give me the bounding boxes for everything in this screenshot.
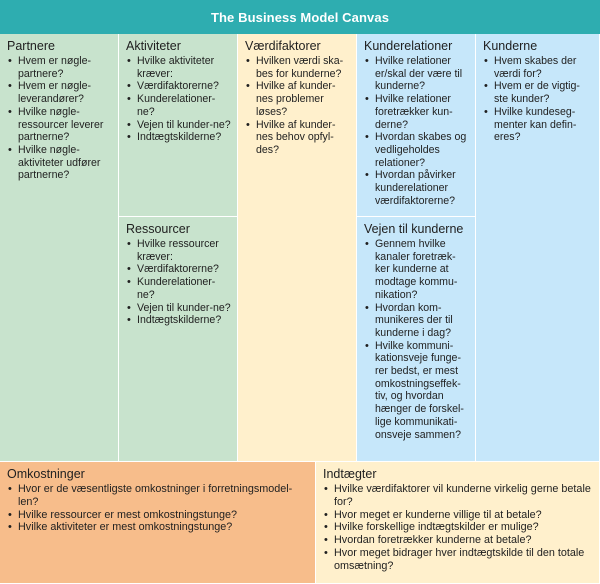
costs-block: [0, 462, 316, 584]
value-item: • Hvilke af kunder-nes problemer løses?: [245, 80, 350, 118]
partners-item: • Hvilke nøgle-ressourcer leverer partnerne?: [7, 106, 112, 144]
resources-item: • Kunderelationer-ne?: [126, 276, 231, 301]
value-item: • Hvilke af kunder-nes behov opfyl-des?: [245, 119, 350, 157]
customers-block: [476, 34, 600, 462]
revenue-item: • Hvor meget er kunderne villige til at betale?: [323, 509, 593, 522]
relations-list: [364, 55, 469, 207]
activities-list: [126, 55, 231, 144]
revenue-item: • Hvor meget bidrager hver indtægtskilde til den totale omsætning?: [323, 547, 593, 573]
relations-item: • Hvilke relationer er/skal der være til kunderne?: [364, 55, 469, 93]
costs-title: Omkostninger: [7, 467, 85, 481]
relations-block: [357, 34, 476, 217]
value-title: Værdifaktorer: [245, 39, 321, 53]
resources-list: [126, 238, 231, 327]
activities-title: Aktiviteter: [126, 39, 181, 53]
partners-block: [0, 34, 119, 462]
costs-item: • Hvilke aktiviteter er mest omkostningstunge?: [7, 521, 309, 534]
relations-item: • Hvordan skabes og vedligeholdes relationer?: [364, 131, 469, 169]
customers-item: • Hvem skabes der værdi for?: [483, 55, 593, 80]
revenue-title: Indtægter: [323, 467, 377, 481]
canvas-title: The Business Model Canvas: [0, 0, 600, 34]
resources-block: [119, 217, 238, 462]
resources-item: • Hvilke ressourcer kræver:: [126, 238, 231, 263]
channels-item: • Hvilke kommuni-kationsveje funge-rer bedst, er mest omkostningseffek-tiv, og hvordan hænger de forskel-lige kommunikati-onsveje sammen?: [364, 340, 469, 442]
partners-item: • Hvilke nøgle-aktiviteter udfører partnerne?: [7, 144, 112, 182]
customers-title: Kunderne: [483, 39, 538, 53]
costs-list: [7, 483, 309, 534]
value-item: • Hvilken værdi ska-bes for kunderne?: [245, 55, 350, 80]
customers-item: • Hvem er de vigtig-ste kunder?: [483, 80, 593, 105]
value-block: [238, 34, 357, 462]
activities-item: • Kunderelationer-ne?: [126, 93, 231, 118]
channels-item: • Hvordan kom-munikeres der til kunderne i dag?: [364, 302, 469, 340]
partners-list: [7, 55, 112, 182]
customers-list: [483, 55, 593, 144]
channels-block: [357, 217, 476, 462]
activities-item: • Vejen til kunder-ne?: [126, 119, 231, 132]
resources-item: • Vejen til kunder-ne?: [126, 302, 231, 315]
resources-title: Ressourcer: [126, 222, 190, 236]
channels-title: Vejen til kunderne: [364, 222, 464, 236]
channels-item: • Gennem hvilke kanaler foretræk-ker kunderne at modtage kommu-nikation?: [364, 238, 469, 302]
revenue-list: [323, 483, 593, 573]
partners-item: • Hvem er nøgle-leverandører?: [7, 80, 112, 105]
costs-item: • Hvor er de væsentligste omkostninger i forretningsmodel-len?: [7, 483, 309, 509]
activities-item: • Indtægtskilderne?: [126, 131, 231, 144]
value-list: [245, 55, 350, 157]
activities-item: • Hvilke aktiviteter kræver:: [126, 55, 231, 80]
revenue-item: • Hvilke værdifaktorer vil kunderne virkelig gerne betale for?: [323, 483, 593, 509]
revenue-item: • Hvordan foretrækker kunderne at betale?: [323, 534, 593, 547]
partners-item: • Hvem er nøgle-partnere?: [7, 55, 112, 80]
activities-item: • Værdifaktorerne?: [126, 80, 231, 93]
channels-list: [364, 238, 469, 441]
revenue-item: • Hvilke forskellige indtægtskilder er mulige?: [323, 521, 593, 534]
relations-title: Kunderelationer: [364, 39, 453, 53]
activities-block: [119, 34, 238, 217]
revenue-block: [316, 462, 600, 584]
resources-item: • Værdifaktorerne?: [126, 263, 231, 276]
resources-item: • Indtægtskilderne?: [126, 314, 231, 327]
partners-title: Partnere: [7, 39, 55, 53]
relations-item: • Hvilke relationer foretrækker kun-derne?: [364, 93, 469, 131]
customers-item: • Hvilke kundeseg-menter kan defin-eres?: [483, 106, 593, 144]
costs-item: • Hvilke ressourcer er mest omkostningstunge?: [7, 509, 309, 522]
relations-item: • Hvordan påvirker kunderelationer værdifaktorerne?: [364, 169, 469, 207]
